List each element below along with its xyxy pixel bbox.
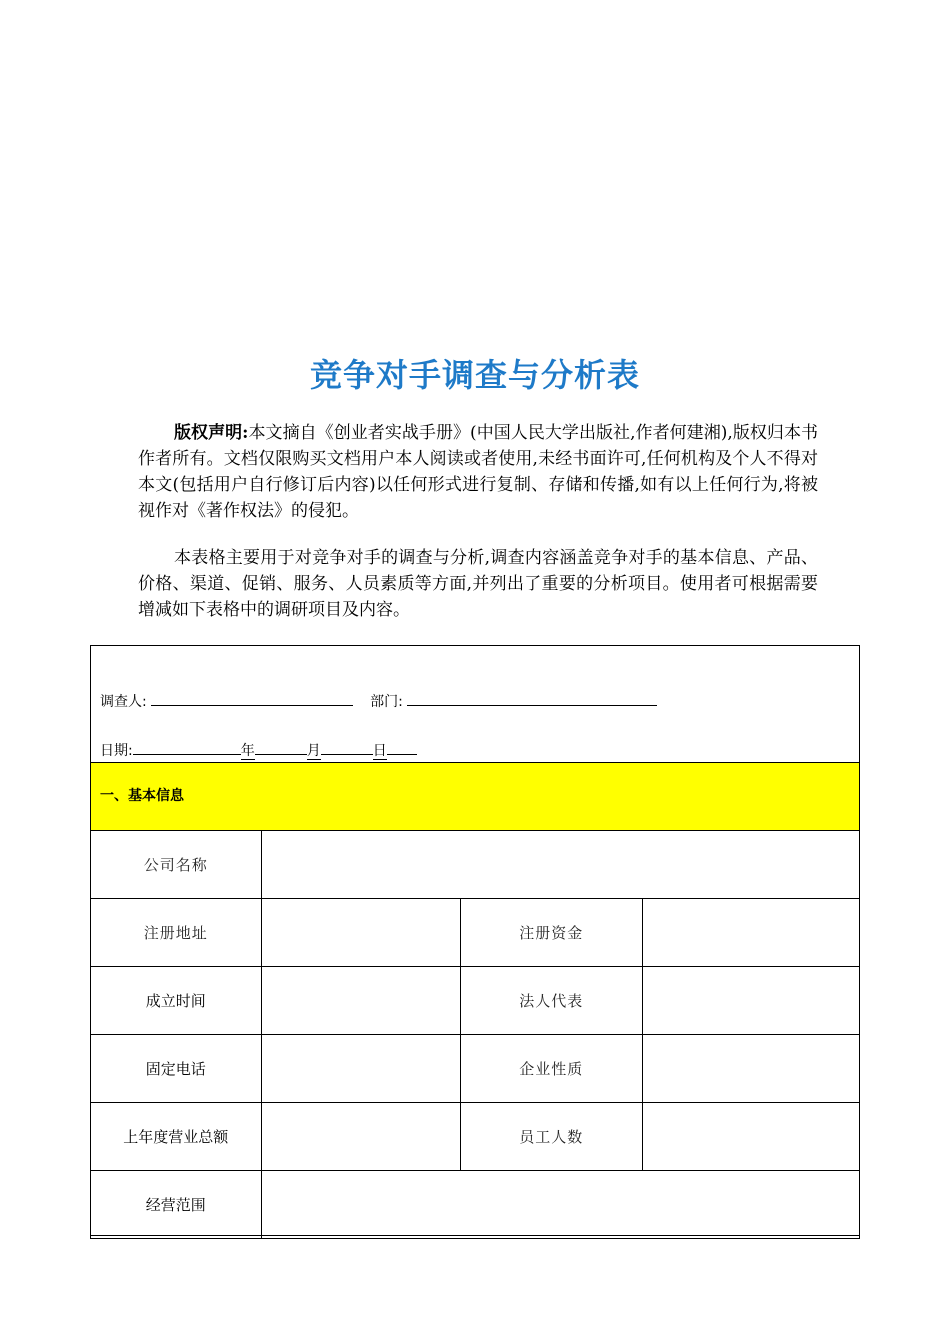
- reg-address-label: 注册地址: [91, 899, 262, 967]
- employees-field[interactable]: [642, 1103, 859, 1171]
- reg-address-field[interactable]: [261, 899, 460, 967]
- table-row: [91, 1035, 860, 1103]
- investigator-line: [100, 691, 657, 711]
- day-field[interactable]: [321, 740, 373, 755]
- reg-capital-label: 注册资金: [461, 899, 643, 967]
- table-row: [91, 1171, 860, 1239]
- month-label: 月: [306, 743, 321, 759]
- year-field[interactable]: [133, 740, 241, 755]
- form-header: [91, 646, 859, 762]
- department-label: 部门:: [370, 694, 403, 710]
- day-label: 日: [372, 743, 387, 759]
- phone-label: 固定电话: [91, 1035, 262, 1103]
- company-name-field[interactable]: [261, 831, 859, 899]
- intro-paragraph: 本表格主要用于对竞争对手的调查与分析,调查内容涵盖竞争对手的基本信息、产品、价格、渠道、促销、服务、人员素质等方面,并列出了重要的分析项目。使用者可根据需要增减如下表格中的调研项目及内容。: [138, 548, 818, 620]
- phone-field[interactable]: [261, 1035, 460, 1103]
- date-label: 日期:: [100, 743, 133, 759]
- month-field[interactable]: [255, 740, 307, 755]
- date-tail: [387, 740, 417, 755]
- nature-label: 企业性质: [461, 1035, 643, 1103]
- revenue-label: 上年度营业总额: [91, 1103, 262, 1171]
- table-row: [91, 899, 860, 967]
- scope-field[interactable]: [261, 1171, 859, 1239]
- legal-rep-field[interactable]: [642, 967, 859, 1035]
- nature-field[interactable]: [642, 1035, 859, 1103]
- scope-label: 经营范围: [91, 1171, 262, 1239]
- date-line: [100, 740, 417, 760]
- revenue-field[interactable]: [261, 1103, 460, 1171]
- reg-capital-field[interactable]: [642, 899, 859, 967]
- copyright-paragraph: [138, 420, 818, 524]
- department-field[interactable]: [407, 691, 657, 706]
- investigator-field[interactable]: [151, 691, 353, 706]
- survey-form: [90, 645, 860, 1236]
- employees-label: 员工人数: [461, 1103, 643, 1171]
- founded-label: 成立时间: [91, 967, 262, 1035]
- investigator-label: 调查人:: [100, 694, 147, 710]
- founded-field[interactable]: [261, 967, 460, 1035]
- table-row: [91, 967, 860, 1035]
- table-row: [91, 831, 860, 899]
- copyright-text: 本文摘自《创业者实战手册》(中国人民大学出版社,作者何建湘),版权归本书作者所有。文档仅限购买文档用户本人阅读或者使用,未经书面许可,任何机构及个人不得对本文(包括用户自行修订后内容)以任何形式进行复制、存储和传播,如有以上任何行为,将被视作对《著作权法》的侵犯。: [138, 423, 818, 521]
- legal-rep-label: 法人代表: [461, 967, 643, 1035]
- copyright-label: 版权声明:: [174, 423, 249, 443]
- year-label: 年: [240, 743, 255, 759]
- company-name-label: 公司名称: [91, 831, 262, 899]
- table-row: [91, 1103, 860, 1171]
- section-basic-info: 一、基本信息: [91, 762, 859, 830]
- basic-info-table: [90, 830, 860, 1239]
- page-title: 竞争对手调查与分析表: [309, 356, 640, 394]
